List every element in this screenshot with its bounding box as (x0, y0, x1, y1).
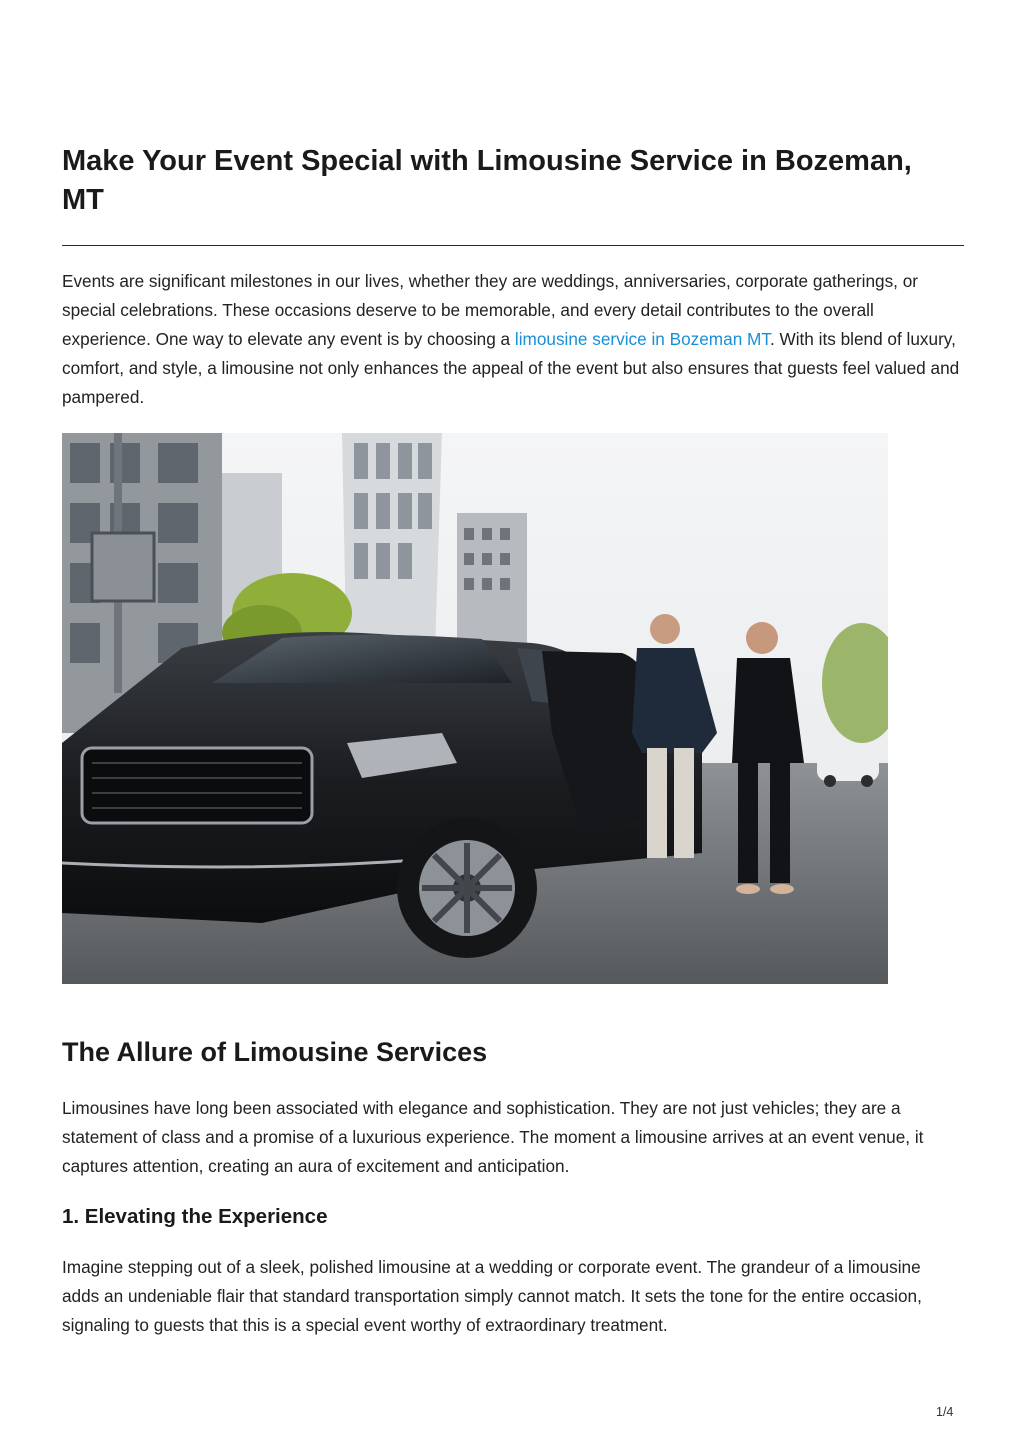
title-divider (62, 245, 964, 246)
limousine-service-link[interactable]: limousine service in Bozeman MT (514, 329, 770, 349)
page-title: Make Your Event Special with Limousine Service in Bozeman, MT (62, 145, 912, 216)
intro-paragraph (62, 267, 962, 412)
intro-text-after-link: . With its blend of luxury, comfort, and style, a limousine not only enhances the appeal of the event but also ensures that guests feel valued and pampered. (62, 329, 960, 407)
section-paragraph-elevating: Imagine stepping out of a sleek, polished limousine at a wedding or corporate event. The grandeur of a limousine adds an undeniable flair that standard transportation simply cannot match. It sets the tone for the entire occasion, signaling to guests that this is a special event worthy of extraordinary treatment. (62, 1257, 922, 1335)
section-paragraph-allure: Limousines have long been associated with elegance and sophistication. They are not just vehicles; they are a statement of class and a promise of a luxurious experience. The moment a limousine arrives at an event venue, it captures attention, creating an aura of excitement and anticipation. (62, 1098, 924, 1176)
intro-text-before-link: Events are significant milestones in our lives, whether they are weddings, anniversaries, corporate gatherings, or special celebrations. These occasions deserve to be memorable, and every detail contributes to the overall experience. One way to elevate any event is by choosing a (62, 271, 918, 349)
section-heading-elevating: 1. Elevating the Experience (62, 1205, 328, 1228)
page-number: 1/4 (936, 1405, 954, 1419)
hero-image-limousine (62, 433, 888, 984)
section-heading-allure: The Allure of Limousine Services (62, 1037, 488, 1067)
